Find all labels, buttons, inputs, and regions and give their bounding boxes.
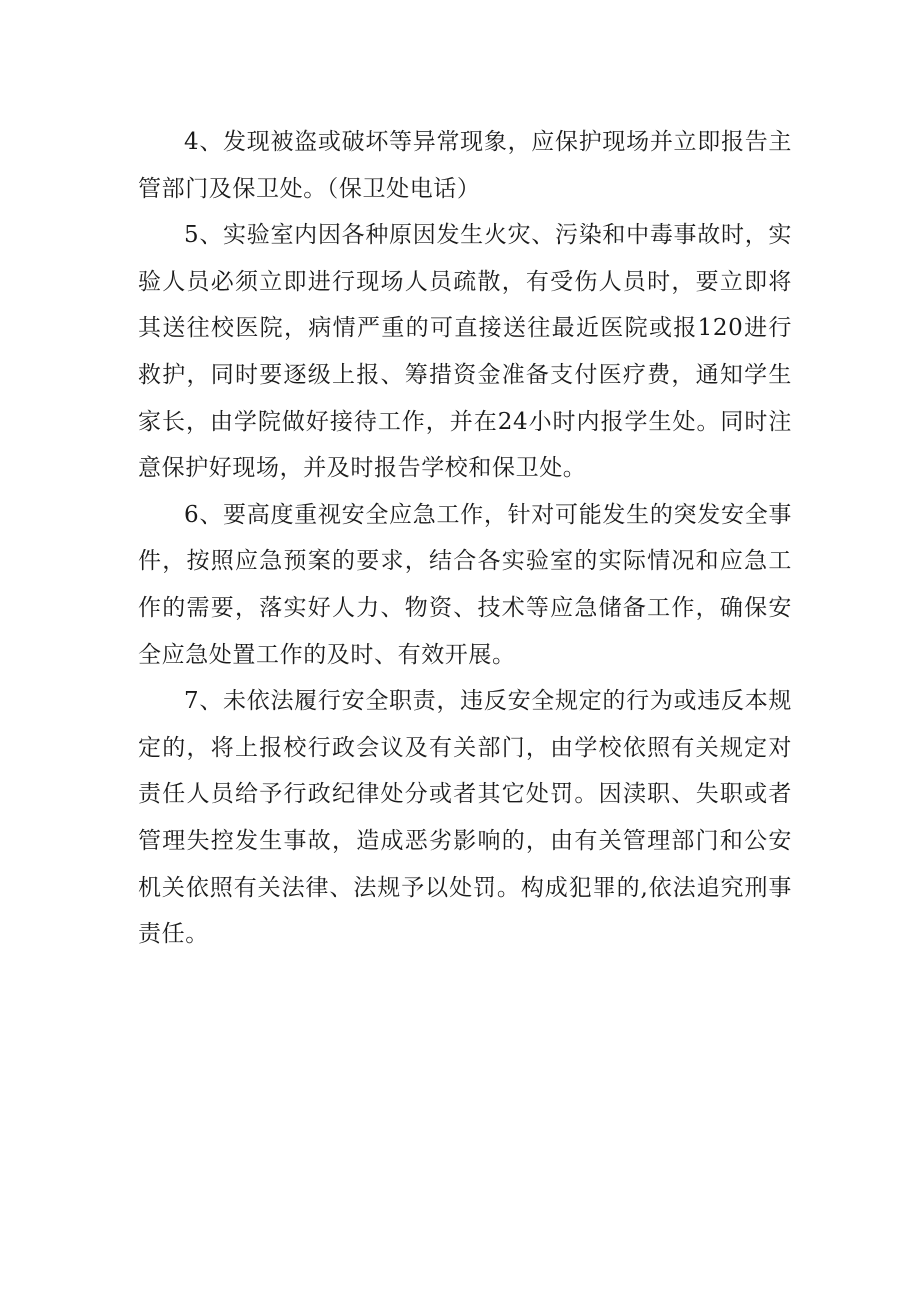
paragraph-item-6: 6、要高度重视安全应急工作，针对可能发生的突发安全事件，按照应急预案的要求，结合各实验室的实际情况和应急工作的需要，落实好人力、物资、技术等应急储备工作，确保安全应急处置工作的及时、有效开展。 [138, 501, 792, 668]
paragraph-item-4: 4、发现被盗或破坏等异常现象，应保护现场并立即报告主管部门及保卫处。（保卫处电话） [138, 129, 792, 202]
paragraph-item-7: 7、未依法履行安全职责，违反安全规定的行为或违反本规定的，将上报校行政会议及有关部门，由学校依照有关规定对责任人员给予行政纪律处分或者其它处罚。因渎职、失职或者管理失控发生事故，造成恶劣影响的，由有关管理部门和公安机关依照有关法律、法规予以处罚。构成犯罪的,依法追究刑事责任。 [138, 688, 792, 948]
paragraph-item-5: 5、实验室内因各种原因发生火灾、污染和中毒事故时，实验人员必须立即进行现场人员疏散，有受伤人员时，要立即将其送往校医院，病情严重的可直接送往最近医院或报120进行救护，同时要逐级上报、筹措资金准备支付医疗费，通知学生家长，由学院做好接待工作，并在24小时内报学生处。同时注意保护好现场，并及时报告学校和保卫处。 [138, 222, 792, 482]
document-body [138, 119, 792, 958]
